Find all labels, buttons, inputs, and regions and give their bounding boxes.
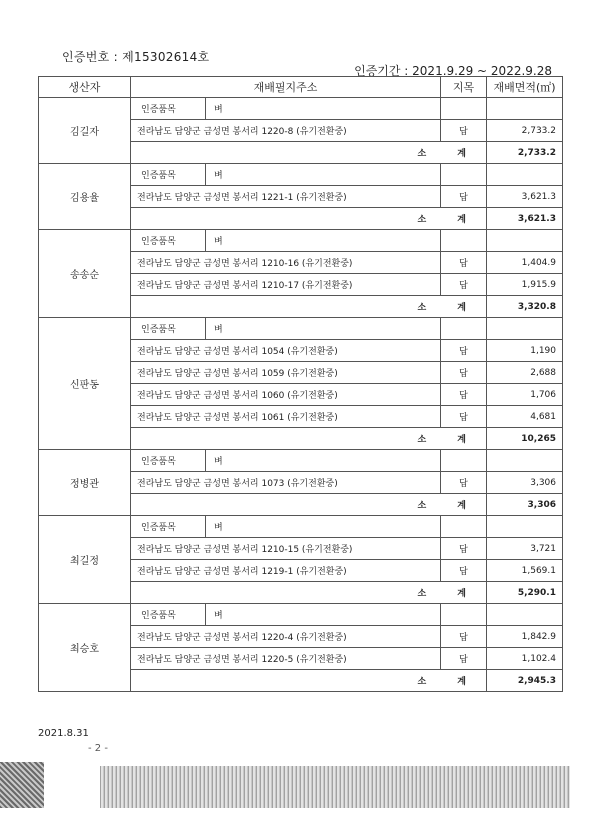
land-category: 답 xyxy=(441,274,487,296)
empty-cell xyxy=(487,230,563,252)
land-category: 답 xyxy=(441,626,487,648)
producer-name: 송송순 xyxy=(39,230,131,318)
page-number: - 2 - xyxy=(88,743,108,754)
scan-artifact xyxy=(0,758,600,819)
crop-label: 인증품목 xyxy=(131,98,206,119)
empty-cell xyxy=(441,230,487,252)
land-category: 답 xyxy=(441,340,487,362)
cultivation-area: 2,688 xyxy=(487,362,563,384)
cert-period: 인증기간 : 2021.9.29 ~ 2022.9.28 xyxy=(354,64,552,78)
crop-cell xyxy=(131,450,441,472)
cultivation-area: 1,915.9 xyxy=(487,274,563,296)
empty-cell xyxy=(441,516,487,538)
crop-cell xyxy=(131,604,441,626)
subtotal-label: 소 계 xyxy=(131,582,487,604)
parcel-address: 전라남도 담양군 금성면 봉서리 1061 (유기전환중) xyxy=(131,406,441,428)
table-body xyxy=(39,98,563,692)
cultivation-area: 3,621.3 xyxy=(487,186,563,208)
producer-name: 정병관 xyxy=(39,450,131,516)
crop-label: 인증품목 xyxy=(131,164,206,185)
crop-cell xyxy=(131,164,441,186)
land-category: 답 xyxy=(441,406,487,428)
crop-label: 인증품목 xyxy=(131,450,206,471)
empty-cell xyxy=(441,318,487,340)
parcel-address: 전라남도 담양군 금성면 봉서리 1220-4 (유기전환중) xyxy=(131,626,441,648)
subtotal-value: 3,306 xyxy=(487,494,563,516)
crop-value: 벼 xyxy=(214,457,223,467)
column-header: 재배필지주소 xyxy=(131,77,441,98)
crop-cell xyxy=(131,230,441,252)
crop-value: 벼 xyxy=(214,105,223,115)
parcel-address: 전라남도 담양군 금성면 봉서리 1220-5 (유기전환중) xyxy=(131,648,441,670)
cert-number: 인증번호 : 제15302614호 xyxy=(62,50,210,64)
parcel-address: 전라남도 담양군 금성면 봉서리 1059 (유기전환중) xyxy=(131,362,441,384)
table-row xyxy=(39,164,563,186)
empty-cell xyxy=(487,450,563,472)
subtotal-value: 10,265 xyxy=(487,428,563,450)
crop-value: 벼 xyxy=(214,611,223,621)
subtotal-value: 3,621.3 xyxy=(487,208,563,230)
crop-value: 벼 xyxy=(214,237,223,247)
cultivation-area: 1,102.4 xyxy=(487,648,563,670)
cultivation-area: 1,190 xyxy=(487,340,563,362)
subtotal-label: 소 계 xyxy=(131,428,487,450)
subtotal-label: 소 계 xyxy=(131,670,487,692)
table-row xyxy=(39,98,563,120)
crop-label: 인증품목 xyxy=(131,604,206,625)
parcel-address: 전라남도 담양군 금성면 봉서리 1073 (유기전환중) xyxy=(131,472,441,494)
subtotal-value: 5,290.1 xyxy=(487,582,563,604)
subtotal-value: 2,733.2 xyxy=(487,142,563,164)
parcel-address: 전라남도 담양군 금성면 봉서리 1054 (유기전환중) xyxy=(131,340,441,362)
land-category: 답 xyxy=(441,120,487,142)
empty-cell xyxy=(487,98,563,120)
land-category: 답 xyxy=(441,472,487,494)
column-header: 재배면적(㎡) xyxy=(487,77,563,98)
table-row xyxy=(39,516,563,538)
table-row xyxy=(39,318,563,340)
land-category: 답 xyxy=(441,560,487,582)
table-row xyxy=(39,450,563,472)
column-header: 생산자 xyxy=(39,77,131,98)
cultivation-area: 1,842.9 xyxy=(487,626,563,648)
subtotal-value: 2,945.3 xyxy=(487,670,563,692)
cultivation-area: 3,721 xyxy=(487,538,563,560)
qr-code-icon xyxy=(0,762,44,808)
producer-name: 김용율 xyxy=(39,164,131,230)
parcel-address: 전라남도 담양군 금성면 봉서리 1221-1 (유기전환중) xyxy=(131,186,441,208)
column-header: 지목 xyxy=(441,77,487,98)
crop-label: 인증품목 xyxy=(131,318,206,339)
empty-cell xyxy=(441,450,487,472)
table-header-row xyxy=(39,77,563,98)
crop-value: 벼 xyxy=(214,325,223,335)
land-category: 답 xyxy=(441,538,487,560)
scan-noise xyxy=(100,766,570,808)
empty-cell xyxy=(441,164,487,186)
parcel-address: 전라남도 담양군 금성면 봉서리 1210-17 (유기전환중) xyxy=(131,274,441,296)
crop-label: 인증품목 xyxy=(131,516,206,537)
certification-table xyxy=(38,76,563,692)
parcel-address: 전라남도 담양군 금성면 봉서리 1060 (유기전환중) xyxy=(131,384,441,406)
parcel-address: 전라남도 담양군 금성면 봉서리 1219-1 (유기전환중) xyxy=(131,560,441,582)
land-category: 답 xyxy=(441,252,487,274)
cultivation-area: 3,306 xyxy=(487,472,563,494)
parcel-address: 전라남도 담양군 금성면 봉서리 1220-8 (유기전환중) xyxy=(131,120,441,142)
producer-name: 신판동 xyxy=(39,318,131,450)
land-category: 답 xyxy=(441,384,487,406)
subtotal-label: 소 계 xyxy=(131,494,487,516)
crop-value: 벼 xyxy=(214,523,223,533)
parcel-address: 전라남도 담양군 금성면 봉서리 1210-15 (유기전환중) xyxy=(131,538,441,560)
empty-cell xyxy=(487,164,563,186)
empty-cell xyxy=(441,604,487,626)
producer-name: 최길정 xyxy=(39,516,131,604)
cultivation-area: 1,706 xyxy=(487,384,563,406)
crop-cell xyxy=(131,516,441,538)
land-category: 답 xyxy=(441,186,487,208)
cultivation-area: 2,733.2 xyxy=(487,120,563,142)
cultivation-area: 1,404.9 xyxy=(487,252,563,274)
cultivation-area: 4,681 xyxy=(487,406,563,428)
parcel-address: 전라남도 담양군 금성면 봉서리 1210-16 (유기전환중) xyxy=(131,252,441,274)
table-row xyxy=(39,604,563,626)
land-category: 답 xyxy=(441,362,487,384)
subtotal-label: 소 계 xyxy=(131,296,487,318)
subtotal-label: 소 계 xyxy=(131,142,487,164)
land-category: 답 xyxy=(441,648,487,670)
table-row xyxy=(39,230,563,252)
crop-cell xyxy=(131,318,441,340)
producer-name: 최승호 xyxy=(39,604,131,692)
empty-cell xyxy=(487,516,563,538)
cultivation-area: 1,569.1 xyxy=(487,560,563,582)
issue-date: 2021.8.31 xyxy=(38,728,89,739)
subtotal-label: 소 계 xyxy=(131,208,487,230)
empty-cell xyxy=(487,604,563,626)
empty-cell xyxy=(441,98,487,120)
crop-value: 벼 xyxy=(214,171,223,181)
producer-name: 김길자 xyxy=(39,98,131,164)
crop-label: 인증품목 xyxy=(131,230,206,251)
subtotal-value: 3,320.8 xyxy=(487,296,563,318)
empty-cell xyxy=(487,318,563,340)
crop-cell xyxy=(131,98,441,120)
